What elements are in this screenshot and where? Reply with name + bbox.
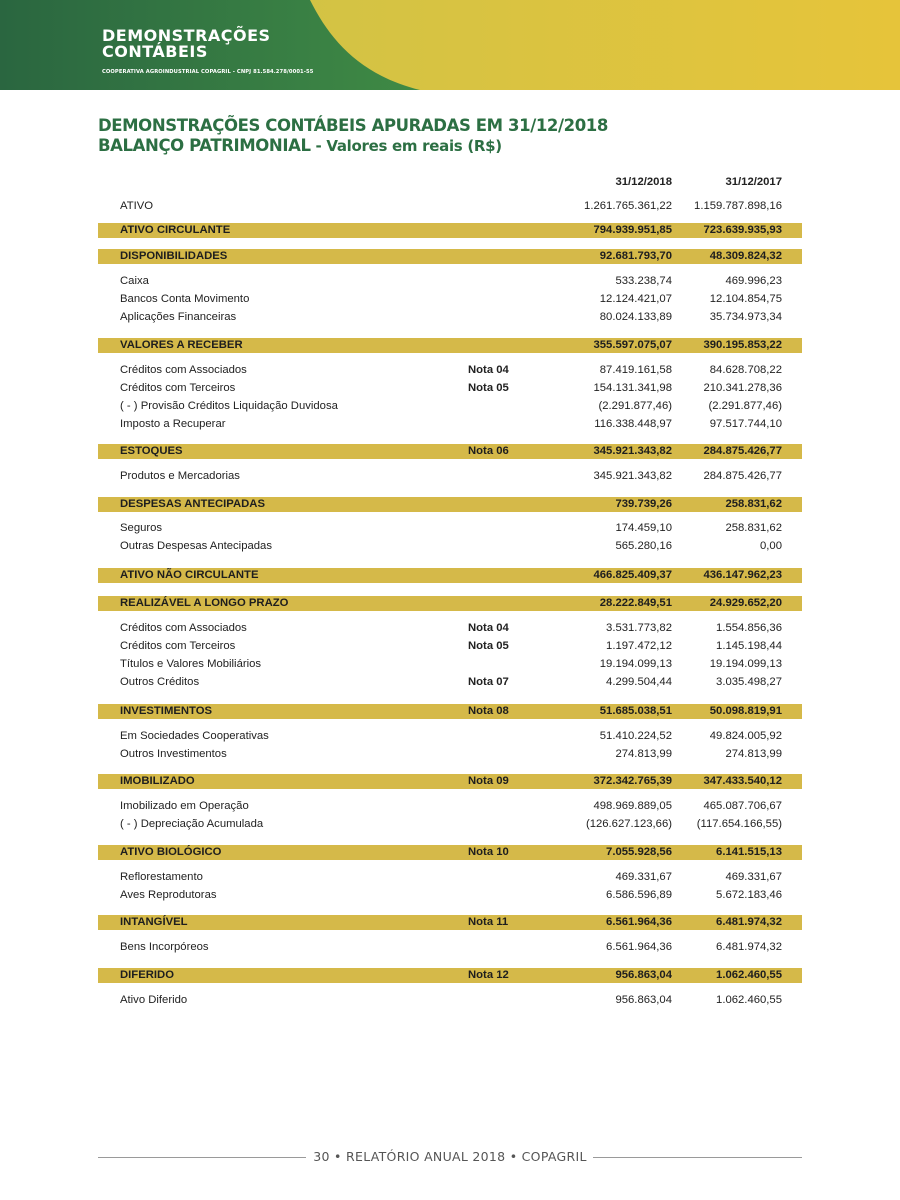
- table-row: [98, 291, 802, 307]
- row-value-2017: 723.639.935,93: [703, 224, 782, 236]
- row-value-2017: 258.831,62: [725, 498, 782, 510]
- row-value-2018: 794.939.951,85: [593, 224, 672, 236]
- row-value-2017: 6.481.974,32: [716, 941, 782, 953]
- row-value-2018: 355.597.075,07: [593, 339, 672, 351]
- row-value-2017: 6.141.515,13: [716, 846, 782, 858]
- table-row: [98, 309, 802, 325]
- row-value-2017: 12.104.854,75: [709, 293, 782, 305]
- row-label: ATIVO: [120, 200, 154, 212]
- row-value-2018: 116.338.448,97: [594, 418, 672, 430]
- table-row: [98, 656, 802, 672]
- table-row: [98, 538, 802, 554]
- row-value-2017: 284.875.426,77: [703, 445, 782, 457]
- row-value-2017: (117.654.166,55): [696, 818, 782, 830]
- row-value-2018: 80.024.133,89: [599, 311, 672, 323]
- row-value-2017: 469.331,67: [725, 871, 782, 883]
- row-note: Nota 05: [468, 640, 509, 652]
- row-label: DESPESAS ANTECIPADAS: [120, 498, 266, 510]
- section-header-row: [98, 249, 802, 264]
- row-note: Nota 04: [468, 364, 509, 376]
- row-value-2018: 3.531.773,82: [606, 622, 672, 634]
- row-value-2017: 1.062.460,55: [716, 994, 782, 1006]
- row-note: Nota 11: [468, 916, 509, 928]
- table-row: [98, 520, 802, 536]
- row-value-2018: 956.863,04: [615, 994, 672, 1006]
- table-row: [98, 728, 802, 744]
- row-label: ATIVO NÃO CIRCULANTE: [120, 569, 259, 581]
- row-value-2018: 92.681.793,70: [599, 250, 672, 262]
- table-row: [98, 468, 802, 484]
- row-label: INVESTIMENTOS: [120, 705, 213, 717]
- table-row: [98, 620, 802, 636]
- row-value-2017: 35.734.973,34: [709, 311, 782, 323]
- page-title-bold: BALANÇO PATRIMONIAL: [98, 136, 311, 155]
- row-value-2018: 7.055.928,56: [606, 846, 672, 858]
- table-row: [98, 816, 802, 832]
- row-note: Nota 10: [468, 846, 509, 858]
- row-value-2017: 0,00: [760, 540, 782, 552]
- row-value-2018: 174.459,10: [615, 522, 672, 534]
- row-value-2018: 274.813,99: [615, 748, 672, 760]
- page-footer: [0, 1149, 900, 1164]
- section-header-row: [98, 444, 802, 459]
- row-value-2018: 28.222.849,51: [599, 597, 672, 609]
- banner-subtitle: COOPERATIVA AGROINDUSTRIAL COPAGRIL - CNPJ 81.584.278/0001-55: [102, 69, 314, 75]
- row-label: REALIZÁVEL A LONGO PRAZO: [120, 597, 289, 609]
- row-value-2018: 739.739,26: [615, 498, 672, 510]
- row-value-2017: 274.813,99: [725, 748, 782, 760]
- row-value-2018: 12.124.421,07: [599, 293, 672, 305]
- row-value-2018: 372.342.765,39: [593, 775, 672, 787]
- row-label: VALORES A RECEBER: [120, 339, 243, 351]
- table-row: [98, 380, 802, 396]
- row-value-2018: 533.238,74: [615, 275, 672, 287]
- table-row: [98, 273, 802, 289]
- row-label: Bens Incorpóreos: [120, 941, 209, 953]
- row-value-2017: 210.341.278,36: [703, 382, 782, 394]
- row-value-2017: 1.554.856,36: [716, 622, 782, 634]
- row-value-2018: 956.863,04: [615, 969, 672, 981]
- section-header-row: [98, 596, 802, 611]
- row-value-2017: 436.147.962,23: [703, 569, 782, 581]
- table-row: [98, 869, 802, 885]
- row-label: Bancos Conta Movimento: [120, 293, 250, 305]
- row-value-2018: 154.131.341,98: [593, 382, 672, 394]
- section-header-row: [98, 568, 802, 583]
- table-row: [98, 638, 802, 654]
- row-label: Títulos e Valores Mobiliários: [120, 658, 262, 670]
- section-header-row: [98, 915, 802, 930]
- row-note: Nota 09: [468, 775, 509, 787]
- row-value-2017: 24.929.652,20: [709, 597, 782, 609]
- row-label: INTANGÍVEL: [120, 916, 188, 928]
- row-label: Créditos com Terceiros: [120, 640, 236, 652]
- row-label: Ativo Diferido: [120, 994, 188, 1006]
- row-label: DIFERIDO: [120, 969, 174, 981]
- column-header-row: [98, 174, 802, 190]
- row-value-2017: 50.098.819,91: [709, 705, 782, 717]
- row-label: Imobilizado em Operação: [120, 800, 249, 812]
- table-row: [98, 746, 802, 762]
- row-value-2018: 51.410.224,52: [599, 730, 672, 742]
- row-label: IMOBILIZADO: [120, 775, 195, 787]
- row-value-2017: 6.481.974,32: [716, 916, 782, 928]
- row-label: Seguros: [120, 522, 163, 534]
- table-row: [98, 362, 802, 378]
- row-value-2017: 3.035.498,27: [716, 676, 782, 688]
- row-label: Outras Despesas Antecipadas: [120, 540, 272, 552]
- row-label: Outros Investimentos: [120, 748, 227, 760]
- row-label: Imposto a Recuperar: [120, 418, 226, 430]
- column-header-2018: 31/12/2018: [615, 176, 672, 188]
- table-row: [98, 674, 802, 690]
- row-label: Créditos com Terceiros: [120, 382, 236, 394]
- section-header-row: [98, 968, 802, 983]
- table-row: [98, 798, 802, 814]
- row-value-2017: 84.628.708,22: [709, 364, 782, 376]
- row-label: Aves Reprodutoras: [120, 889, 217, 901]
- page-title-line1: DEMONSTRAÇÕES CONTÁBEIS APURADAS EM 31/12/2018: [98, 116, 608, 135]
- row-label: Em Sociedades Cooperativas: [120, 730, 269, 742]
- row-value-2018: 469.331,67: [615, 871, 672, 883]
- row-label: DISPONIBILIDADES: [120, 250, 228, 262]
- row-note: Nota 12: [468, 969, 509, 981]
- section-header-row: [98, 223, 802, 238]
- banner-title-line2: CONTÁBEIS: [102, 42, 208, 61]
- row-value-2018: 4.299.504,44: [606, 676, 672, 688]
- table-row: [98, 939, 802, 955]
- table-row: [98, 416, 802, 432]
- section-header-row: [98, 338, 802, 353]
- section-header-row: [98, 497, 802, 512]
- row-value-2018: 6.586.596,89: [606, 889, 672, 901]
- row-value-2017: 390.195.853,22: [703, 339, 782, 351]
- row-value-2018: 1.197.472,12: [606, 640, 672, 652]
- row-value-2018: 51.685.038,51: [599, 705, 672, 717]
- row-note: Nota 08: [468, 705, 509, 717]
- row-value-2018: 6.561.964,36: [606, 916, 672, 928]
- balance-sheet-table: [98, 0, 802, 1200]
- row-value-2018: (126.627.123,66): [585, 818, 672, 830]
- row-value-2018: 87.419.161,58: [599, 364, 672, 376]
- row-value-2018: 498.969.889,05: [593, 800, 672, 812]
- row-label: Reflorestamento: [120, 871, 203, 883]
- row-value-2017: 284.875.426,77: [703, 470, 782, 482]
- row-value-2017: 465.087.706,67: [703, 800, 782, 812]
- table-row: [98, 887, 802, 903]
- footer-text: 30 • RELATÓRIO ANUAL 2018 • COPAGRIL: [307, 1149, 592, 1164]
- banner-title-line1: DEMONSTRAÇÕES: [102, 26, 271, 45]
- row-value-2017: 1.159.787.898,16: [694, 200, 782, 212]
- table-row: [98, 398, 802, 414]
- row-value-2017: 1.145.198,44: [716, 640, 782, 652]
- row-label: ( - ) Depreciação Acumulada: [120, 818, 264, 830]
- row-value-2017: 48.309.824,32: [709, 250, 782, 262]
- row-value-2018: 466.825.409,37: [593, 569, 672, 581]
- row-label: ATIVO CIRCULANTE: [120, 224, 231, 236]
- row-label: Caixa: [120, 275, 149, 287]
- row-value-2018: 565.280,16: [615, 540, 672, 552]
- section-header-row: [98, 774, 802, 789]
- row-value-2018: 1.261.765.361,22: [584, 200, 672, 212]
- section-header-row: [98, 704, 802, 719]
- row-note: Nota 05: [468, 382, 509, 394]
- row-value-2018: (2.291.877,46): [598, 400, 672, 412]
- row-label: Créditos com Associados: [120, 622, 247, 634]
- row-value-2017: 469.996,23: [725, 275, 782, 287]
- table-row: [98, 198, 802, 214]
- row-value-2017: 5.672.183,46: [716, 889, 782, 901]
- row-note: Nota 04: [468, 622, 509, 634]
- table-row: [98, 992, 802, 1008]
- row-value-2018: 345.921.343,82: [593, 445, 672, 457]
- row-value-2017: 347.433.540,12: [703, 775, 782, 787]
- row-label: Aplicações Financeiras: [120, 311, 237, 323]
- column-header-2017: 31/12/2017: [725, 176, 782, 188]
- row-value-2017: (2.291.877,46): [708, 400, 782, 412]
- row-value-2018: 6.561.964,36: [606, 941, 672, 953]
- row-note: Nota 06: [468, 445, 509, 457]
- row-label: ESTOQUES: [120, 445, 183, 457]
- row-label: Créditos com Associados: [120, 364, 247, 376]
- page-title-rest: - Valores em reais (R$): [310, 137, 502, 155]
- row-label: ATIVO BIOLÓGICO: [120, 846, 222, 858]
- row-label: ( - ) Provisão Créditos Liquidação Duvidosa: [120, 400, 338, 412]
- row-value-2017: 97.517.744,10: [709, 418, 782, 430]
- row-label: Outros Créditos: [120, 676, 200, 688]
- row-value-2017: 19.194.099,13: [709, 658, 782, 670]
- row-value-2018: 19.194.099,13: [599, 658, 672, 670]
- row-value-2017: 258.831,62: [725, 522, 782, 534]
- row-value-2018: 345.921.343,82: [593, 470, 672, 482]
- row-note: Nota 07: [468, 676, 509, 688]
- section-header-row: [98, 845, 802, 860]
- row-label: Produtos e Mercadorias: [120, 470, 240, 482]
- row-value-2017: 1.062.460,55: [716, 969, 782, 981]
- row-value-2017: 49.824.005,92: [709, 730, 782, 742]
